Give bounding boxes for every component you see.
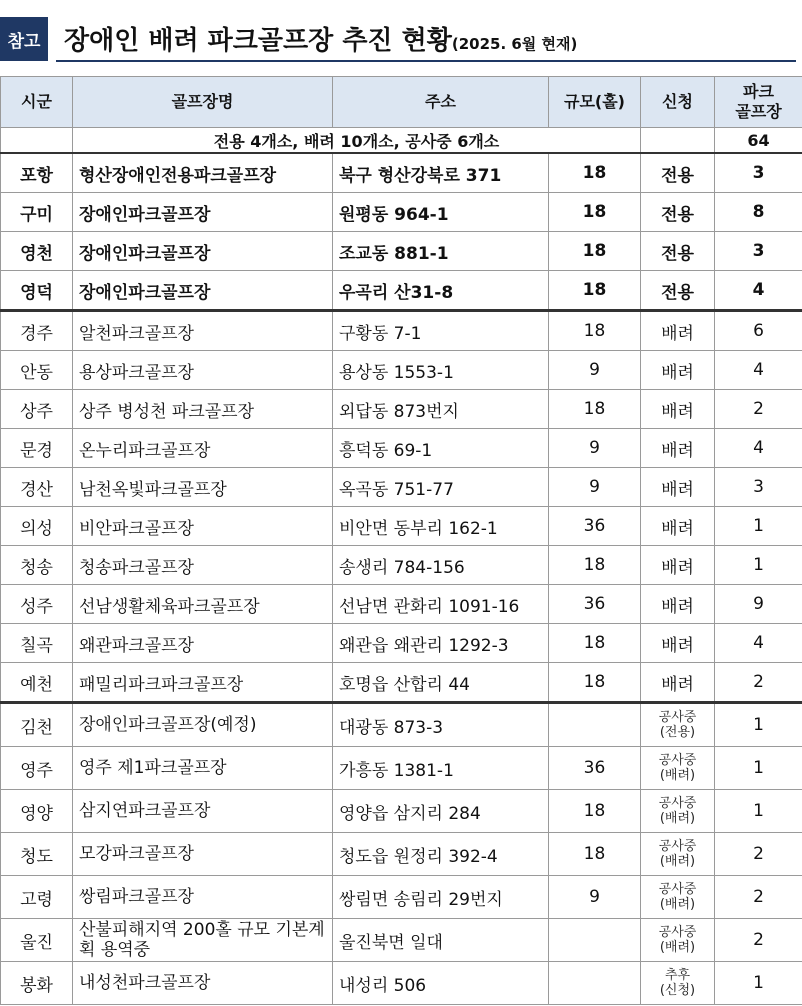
table-row (1, 703, 802, 747)
table-row (1, 232, 802, 271)
table-row (1, 429, 802, 468)
address-cell: 대광동 873-3 (333, 703, 549, 747)
address-cell: 영양읍 삼지리 284 (333, 790, 549, 833)
count-cell: 1 (715, 507, 802, 546)
table-row (1, 876, 802, 919)
type-cell: 배려 (641, 468, 715, 507)
summary-cell-empty (641, 128, 715, 154)
holes-cell: 18 (549, 546, 641, 585)
type-cell: 전용 (641, 193, 715, 232)
address-cell: 용상동 1553-1 (333, 351, 549, 390)
type-cell: 배려 (641, 351, 715, 390)
col-header-type: 신청 (641, 77, 715, 128)
count-cell: 1 (715, 747, 802, 790)
type-cell: 배려 (641, 624, 715, 663)
city-cell: 영천 (1, 232, 73, 271)
name-cell: 장애인파크골프장 (73, 193, 333, 232)
name-cell: 영주 제1파크골프장 (73, 747, 333, 790)
holes-cell: 18 (549, 153, 641, 193)
address-cell: 우곡리 산31-8 (333, 271, 549, 311)
summary-text: 전용 4개소, 배려 10개소, 공사중 6개소 (73, 128, 641, 154)
holes-cell: 9 (549, 468, 641, 507)
address-cell: 청도읍 원정리 392-4 (333, 833, 549, 876)
holes-cell (549, 703, 641, 747)
count-cell: 8 (715, 193, 802, 232)
name-cell: 용상파크골프장 (73, 351, 333, 390)
table-header-row (1, 77, 802, 128)
table-row (1, 271, 802, 311)
count-cell: 3 (715, 232, 802, 271)
holes-cell: 36 (549, 747, 641, 790)
holes-cell: 18 (549, 663, 641, 703)
city-cell: 의성 (1, 507, 73, 546)
type-cell: 전용 (641, 232, 715, 271)
count-cell: 4 (715, 624, 802, 663)
holes-cell: 18 (549, 271, 641, 311)
count-cell: 1 (715, 790, 802, 833)
address-cell: 조교동 881-1 (333, 232, 549, 271)
holes-cell: 18 (549, 390, 641, 429)
type-cell: 전용 (641, 153, 715, 193)
title-text: 장애인 배려 파크골프장 추진 현황 (64, 26, 452, 56)
type-cell: 배려 (641, 663, 715, 703)
city-cell: 포항 (1, 153, 73, 193)
address-cell: 원평동 964-1 (333, 193, 549, 232)
holes-cell: 36 (549, 585, 641, 624)
name-cell: 왜관파크골프장 (73, 624, 333, 663)
summary-total: 64 (715, 128, 802, 154)
type-cell: 공사중 (배려) (641, 876, 715, 919)
table-row (1, 546, 802, 585)
col-header-count: 파크 골프장 (715, 77, 802, 128)
name-cell: 청송파크골프장 (73, 546, 333, 585)
name-cell: 장애인파크골프장(예정) (73, 703, 333, 747)
type-cell: 전용 (641, 271, 715, 311)
count-cell: 2 (715, 390, 802, 429)
table-row (1, 624, 802, 663)
count-cell: 4 (715, 429, 802, 468)
city-cell: 영양 (1, 790, 73, 833)
table-row (1, 351, 802, 390)
address-cell: 선남면 관화리 1091-16 (333, 585, 549, 624)
col-header-address: 주소 (333, 77, 549, 128)
count-cell: 3 (715, 153, 802, 193)
address-cell: 옥곡동 751-77 (333, 468, 549, 507)
city-cell: 예천 (1, 663, 73, 703)
name-cell: 내성천파크골프장 (73, 962, 333, 1005)
city-cell: 청송 (1, 546, 73, 585)
name-cell: 온누리파크골프장 (73, 429, 333, 468)
name-cell: 상주 병성천 파크골프장 (73, 390, 333, 429)
count-cell: 1 (715, 962, 802, 1005)
holes-cell (549, 919, 641, 962)
name-cell: 형산장애인전용파크골프장 (73, 153, 333, 193)
name-cell: 쌍림파크골프장 (73, 876, 333, 919)
type-cell: 공사중 (배려) (641, 833, 715, 876)
address-cell: 내성리 506 (333, 962, 549, 1005)
address-cell: 외답동 873번지 (333, 390, 549, 429)
type-cell: 공사중 (전용) (641, 703, 715, 747)
holes-cell: 9 (549, 429, 641, 468)
type-cell: 배려 (641, 311, 715, 351)
title-underline (56, 60, 796, 62)
address-cell: 왜관읍 왜관리 1292-3 (333, 624, 549, 663)
address-cell: 북구 형산강북로 371 (333, 153, 549, 193)
count-cell: 2 (715, 833, 802, 876)
type-cell: 배려 (641, 507, 715, 546)
name-cell: 남천옥빛파크골프장 (73, 468, 333, 507)
holes-cell: 18 (549, 624, 641, 663)
address-cell: 쌍림면 송림리 29번지 (333, 876, 549, 919)
city-cell: 경주 (1, 311, 73, 351)
count-cell: 4 (715, 271, 802, 311)
reference-badge: 참고 (0, 17, 48, 61)
address-cell: 비안면 동부리 162-1 (333, 507, 549, 546)
park-golf-table (0, 76, 802, 1005)
table-row (1, 311, 802, 351)
holes-cell: 18 (549, 833, 641, 876)
holes-cell: 18 (549, 193, 641, 232)
holes-cell: 18 (549, 232, 641, 271)
name-cell: 선남생활체육파크골프장 (73, 585, 333, 624)
name-cell: 알천파크골프장 (73, 311, 333, 351)
address-cell: 송생리 784-156 (333, 546, 549, 585)
table-row (1, 390, 802, 429)
name-cell: 장애인파크골프장 (73, 232, 333, 271)
page-title (64, 20, 577, 57)
city-cell: 김천 (1, 703, 73, 747)
count-cell: 2 (715, 919, 802, 962)
holes-cell: 36 (549, 507, 641, 546)
table-row (1, 468, 802, 507)
page-header (0, 0, 802, 68)
name-cell: 장애인파크골프장 (73, 271, 333, 311)
city-cell: 상주 (1, 390, 73, 429)
table-row (1, 790, 802, 833)
city-cell: 영덕 (1, 271, 73, 311)
city-cell: 성주 (1, 585, 73, 624)
col-header-name: 골프장명 (73, 77, 333, 128)
city-cell: 봉화 (1, 962, 73, 1005)
summary-cell-empty (1, 128, 73, 154)
address-cell: 호명읍 산합리 44 (333, 663, 549, 703)
city-cell: 영주 (1, 747, 73, 790)
type-cell: 배려 (641, 546, 715, 585)
count-cell: 9 (715, 585, 802, 624)
city-cell: 경산 (1, 468, 73, 507)
name-cell: 삼지연파크골프장 (73, 790, 333, 833)
city-cell: 문경 (1, 429, 73, 468)
type-cell: 공사중 (배려) (641, 790, 715, 833)
city-cell: 울진 (1, 919, 73, 962)
table-row (1, 747, 802, 790)
col-header-city: 시군 (1, 77, 73, 128)
table-row (1, 153, 802, 193)
count-cell: 4 (715, 351, 802, 390)
holes-cell: 9 (549, 876, 641, 919)
city-cell: 청도 (1, 833, 73, 876)
summary-row (1, 128, 802, 154)
holes-cell (549, 962, 641, 1005)
count-cell: 1 (715, 703, 802, 747)
table-row (1, 585, 802, 624)
count-cell: 3 (715, 468, 802, 507)
count-cell: 2 (715, 876, 802, 919)
address-cell: 울진북면 일대 (333, 919, 549, 962)
table-row (1, 193, 802, 232)
holes-cell: 9 (549, 351, 641, 390)
type-cell: 배려 (641, 390, 715, 429)
address-cell: 흥덕동 69-1 (333, 429, 549, 468)
type-cell: 공사중 (배려) (641, 747, 715, 790)
city-cell: 고령 (1, 876, 73, 919)
table-row (1, 833, 802, 876)
city-cell: 안동 (1, 351, 73, 390)
name-cell: 비안파크골프장 (73, 507, 333, 546)
address-cell: 구황동 7-1 (333, 311, 549, 351)
count-cell: 1 (715, 546, 802, 585)
table-row (1, 962, 802, 1005)
count-cell: 2 (715, 663, 802, 703)
type-cell: 배려 (641, 585, 715, 624)
holes-cell: 18 (549, 790, 641, 833)
count-cell: 6 (715, 311, 802, 351)
name-cell: 패밀리파크파크골프장 (73, 663, 333, 703)
address-cell: 가흥동 1381-1 (333, 747, 549, 790)
holes-cell: 18 (549, 311, 641, 351)
table-row (1, 919, 802, 962)
table-row (1, 507, 802, 546)
type-cell: 배려 (641, 429, 715, 468)
table-row (1, 663, 802, 703)
name-cell: 산불피해지역 200홀 규모 기본계획 용역중 (73, 919, 333, 962)
name-cell: 모강파크골프장 (73, 833, 333, 876)
col-header-holes: 규모(홀) (549, 77, 641, 128)
city-cell: 칠곡 (1, 624, 73, 663)
type-cell: 공사중 (배려) (641, 919, 715, 962)
title-date: (2025. 6월 현재) (451, 35, 578, 53)
city-cell: 구미 (1, 193, 73, 232)
type-cell: 추후 (신청) (641, 962, 715, 1005)
